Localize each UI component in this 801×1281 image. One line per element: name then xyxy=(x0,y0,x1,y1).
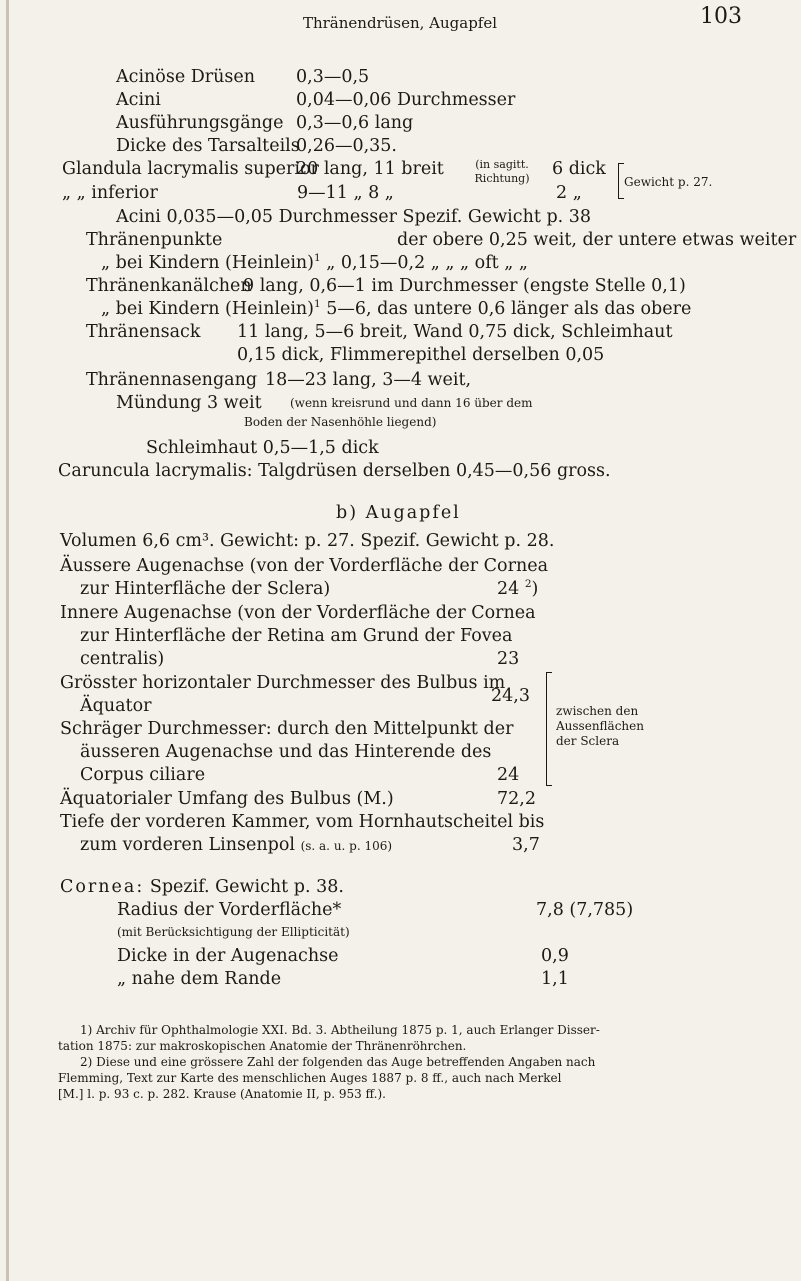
axis-value: 72,2 xyxy=(497,789,536,809)
axis-label: Innere Augenachse (von der Vorderfläche der Cornea xyxy=(60,603,536,623)
axis-value: 24 xyxy=(497,765,520,785)
axis-label: Tiefe der vorderen Kammer, vom Hornhautscheitel bis xyxy=(60,812,545,832)
cornea-edge-label: „ nahe dem Rande xyxy=(117,969,282,989)
section-heading: b) Augapfel xyxy=(336,503,461,523)
cornea-heading: Cornea: Spezif. Gewicht p. 38. xyxy=(60,877,344,897)
glandula-superior-value: 20 lang, 11 breit xyxy=(296,159,444,179)
puncta-children: „ bei Kindern (Heinlein)$^1$ „ 0,15—0,2 „ „ „ oft „ „ xyxy=(101,252,528,273)
axis-label: Äquator xyxy=(80,696,152,716)
row-value: 0,3—0,5 xyxy=(296,67,370,87)
glandula-inferior-thickness: 2 „ xyxy=(556,183,582,203)
canaliculi-children: „ bei Kindern (Heinlein)$^1$ 5—6, das untere 0,6 länger als das obere xyxy=(101,298,692,319)
axis-value: 3,7 xyxy=(512,835,540,855)
axis-value: 24,3 xyxy=(491,686,530,706)
brace-note: der Sclera xyxy=(556,734,620,748)
row-label: Acinöse Drüsen xyxy=(116,67,256,87)
axis-label: Äquatorialer Umfang des Bulbus (M.) xyxy=(60,789,394,809)
brace-note: Aussenflächen xyxy=(556,719,644,733)
row-label: Acini xyxy=(116,90,161,110)
glandula-brace xyxy=(618,163,619,199)
glandula-inferior-label: „ „ inferior xyxy=(62,183,158,203)
page-edge-shadow xyxy=(6,0,9,1281)
cornea-radius-value: 7,8 (7,785) xyxy=(536,900,634,920)
axis-label: zur Hinterfläche der Sclera) xyxy=(80,579,331,599)
axis-label: Schräger Durchmesser: durch den Mittelpunkt der xyxy=(60,719,514,739)
canaliculi-value: 9 lang, 0,6—1 im Durchmesser (engste Stelle 0,1) xyxy=(243,276,686,296)
page-number: 103 xyxy=(700,4,742,29)
brace-note: zwischen den xyxy=(556,704,639,718)
puncta-label: Thränenpunkte xyxy=(86,230,223,250)
caruncula-line: Caruncula lacrymalis: Talgdrüsen derselben 0,45—0,56 gross. xyxy=(58,461,611,481)
row-value: 0,26—0,35. xyxy=(296,136,397,156)
axis-label: Äussere Augenachse (von der Vorderfläche der Cornea xyxy=(60,556,549,576)
axis-label: äusseren Augenachse und das Hinterende des xyxy=(80,742,492,762)
cornea-radius-label: Radius der Vorderfläche* xyxy=(117,900,342,920)
row-value: 0,3—0,6 lang xyxy=(296,113,414,133)
row-label: Ausführungsgänge xyxy=(116,113,284,133)
glandula-superior-label: Glandula lacrymalis superior xyxy=(62,159,319,179)
puncta-value: der obere 0,25 weit, der untere etwas weiter xyxy=(397,230,797,250)
axis-label: Grösster horizontaler Durchmesser des Bulbus im xyxy=(60,673,506,693)
glandula-inferior-value: 9—11 „ 8 „ xyxy=(297,183,394,203)
axis-label: Corpus ciliare xyxy=(80,765,206,785)
running-header: Thränendrüsen, Augapfel xyxy=(302,14,498,32)
axis-label: zur Hinterfläche der Retina am Grund der Fovea xyxy=(80,626,513,646)
glandula-weight-ref: Gewicht p. 27. xyxy=(624,175,713,189)
sclera-brace xyxy=(546,672,547,786)
glandula-direction-note: (in sagitt. Richtung) xyxy=(474,158,530,185)
duct-label: Thränennasengang xyxy=(86,370,258,390)
row-value: 0,04—0,06 Durchmesser xyxy=(296,90,516,110)
duct-mouth: Mündung 3 weit xyxy=(116,393,262,413)
cornea-thickness-value: 0,9 xyxy=(541,946,569,966)
footnote-line: [M.] l. p. 93 c. p. 282. Krause (Anatomie II, p. 953 ff.). xyxy=(58,1087,386,1101)
row-label: Dicke des Tarsalteils xyxy=(116,136,300,156)
footnote-line: tation 1875: zur makroskopischen Anatomie der Thränenröhrchen. xyxy=(58,1039,467,1053)
sac-label: Thränensack xyxy=(86,322,201,342)
canaliculi-label: Thränenkanälchen xyxy=(86,276,252,296)
cornea-thickness-label: Dicke in der Augenachse xyxy=(117,946,339,966)
sac-value: 11 lang, 5—6 breit, Wand 0,75 dick, Schleimhaut xyxy=(237,322,673,342)
axis-value: 24 $^2$) xyxy=(497,578,539,599)
sac-line2: 0,15 dick, Flimmerepithel derselben 0,05 xyxy=(237,345,605,365)
footnote-line: 1) Archiv für Ophthalmologie XXI. Bd. 3. Abtheilung 1875 p. 1, auch Erlanger Disser- xyxy=(80,1023,600,1037)
duct-mucosa: Schleimhaut 0,5—1,5 dick xyxy=(146,438,379,458)
acini-line: Acini 0,035—0,05 Durchmesser Spezif. Gewicht p. 38 xyxy=(116,207,592,227)
volume-line: Volumen 6,6 cm³. Gewicht: p. 27. Spezif. Gewicht p. 28. xyxy=(60,531,555,551)
cornea-radius-note: (mit Berücksichtigung der Ellipticität) xyxy=(117,925,350,939)
duct-mouth-note: (wenn kreisrund und dann 16 über dem xyxy=(290,396,533,410)
footnote-line: Flemming, Text zur Karte des menschlichen Auges 1887 p. 8 ff., auch nach Merkel xyxy=(58,1071,562,1085)
axis-label: zum vorderen Linsenpol (s. a. u. p. 106) xyxy=(80,835,393,855)
footnote-line: 2) Diese und eine grössere Zahl der folgenden das Auge betreffenden Angaben nach xyxy=(80,1055,596,1069)
duct-mouth-note-2: Boden der Nasenhöhle liegend) xyxy=(244,415,437,429)
axis-value: 23 xyxy=(497,649,520,669)
glandula-superior-thickness: 6 dick xyxy=(552,159,606,179)
duct-value: 18—23 lang, 3—4 weit, xyxy=(265,370,472,390)
cornea-edge-value: 1,1 xyxy=(541,969,569,989)
axis-label: centralis) xyxy=(80,649,165,669)
